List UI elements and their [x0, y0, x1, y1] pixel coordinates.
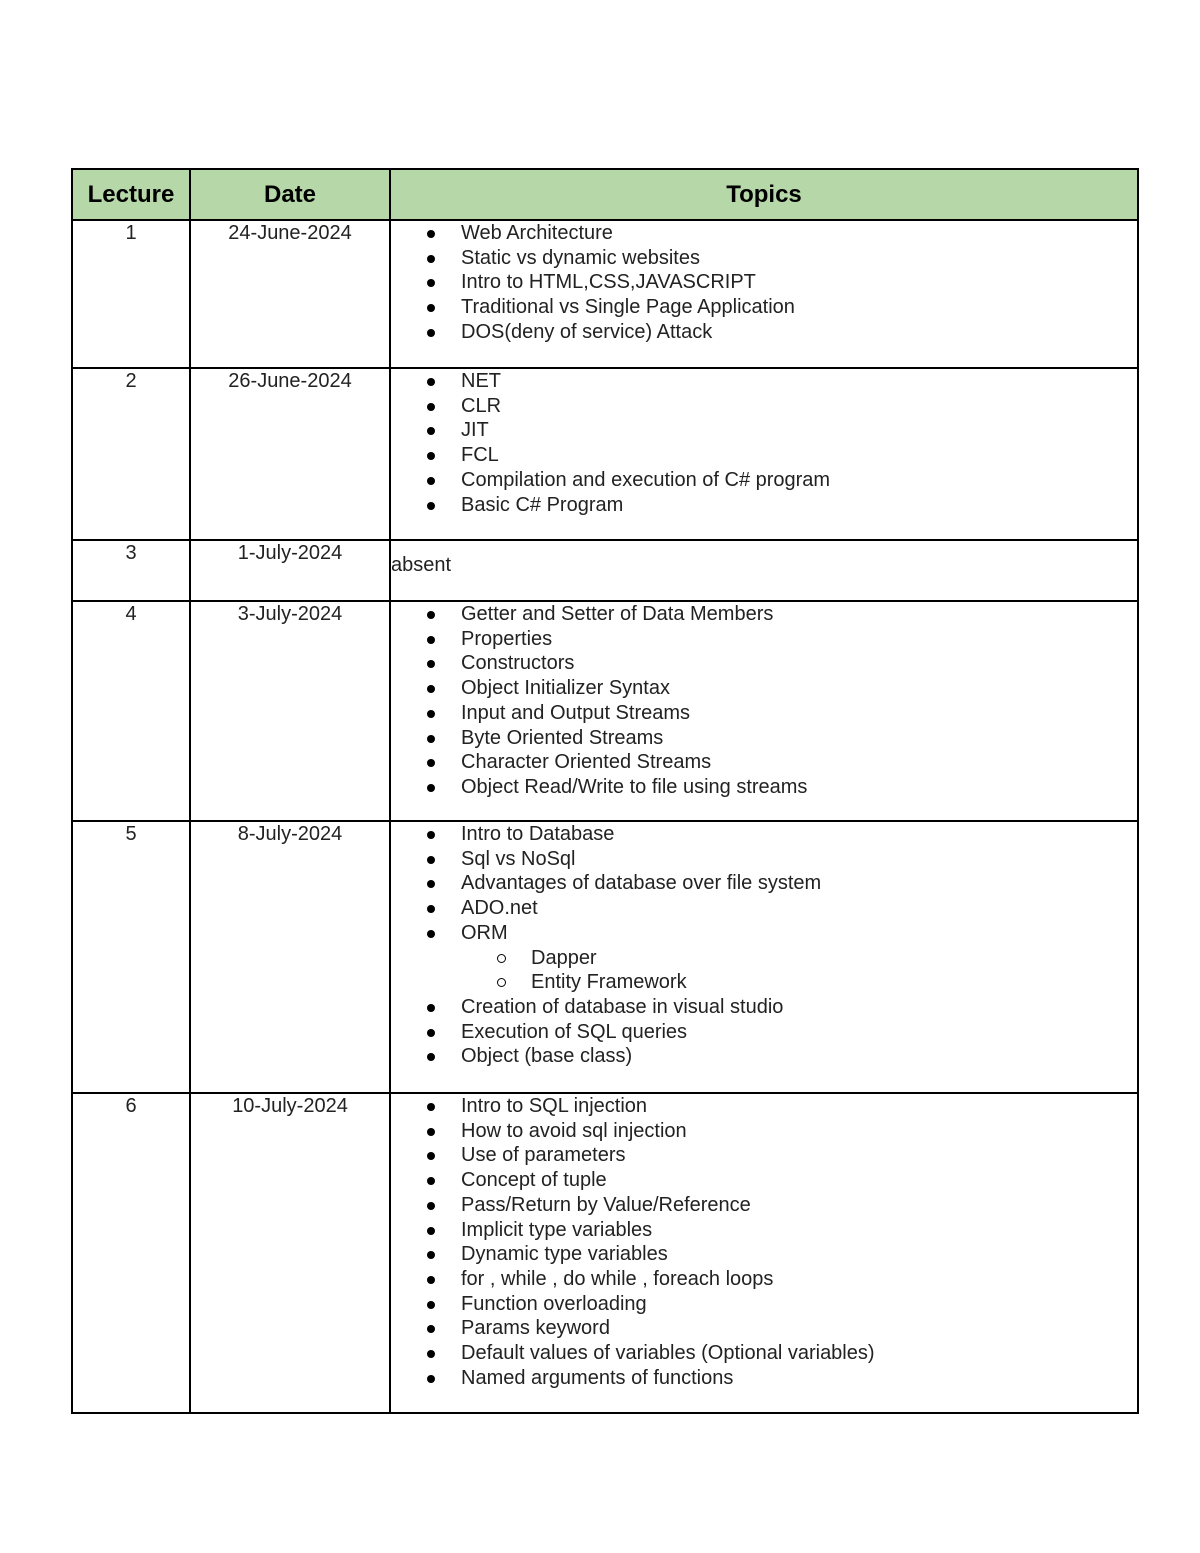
topic-item: Default values of variables (Optional variables)	[461, 1341, 1137, 1366]
topic-item: JIT	[461, 418, 1137, 443]
topic-item: Execution of SQL queries	[461, 1020, 1137, 1045]
topic-item: Named arguments of functions	[461, 1366, 1137, 1391]
topic-item: CLR	[461, 394, 1137, 419]
topic-item: Compilation and execution of C# program	[461, 468, 1137, 493]
lecture-number: 3	[72, 540, 190, 601]
topic-item: Static vs dynamic websites	[461, 246, 1137, 271]
topic-list	[391, 221, 1137, 345]
topic-item: Character Oriented Streams	[461, 750, 1137, 775]
topic-item: Concept of tuple	[461, 1168, 1137, 1193]
topic-item: Input and Output Streams	[461, 701, 1137, 726]
lecture-topics	[390, 1093, 1138, 1413]
topic-item: for , while , do while , foreach loops	[461, 1267, 1137, 1292]
topic-item: NET	[461, 369, 1137, 394]
lecture-date: 8-July-2024	[190, 821, 390, 1093]
topic-item-label: ORM	[461, 921, 508, 944]
lecture-number: 2	[72, 368, 190, 540]
topic-list	[391, 602, 1137, 800]
topic-item: Intro to Database	[461, 822, 1137, 847]
sub-topic-item: Entity Framework	[531, 970, 1137, 995]
table-row	[72, 821, 1138, 1093]
lecture-date: 3-July-2024	[190, 601, 390, 821]
table-row	[72, 1093, 1138, 1413]
lecture-date: 24-June-2024	[190, 220, 390, 368]
lecture-number: 5	[72, 821, 190, 1093]
topic-item: Use of parameters	[461, 1143, 1137, 1168]
lecture-date: 10-July-2024	[190, 1093, 390, 1413]
topic-item: Web Architecture	[461, 221, 1137, 246]
topic-list	[391, 369, 1137, 517]
topic-item: Properties	[461, 627, 1137, 652]
table-row	[72, 540, 1138, 601]
topic-item: Object Initializer Syntax	[461, 676, 1137, 701]
lecture-number: 4	[72, 601, 190, 821]
absent-note: absent	[391, 554, 452, 576]
lecture-topics	[390, 601, 1138, 821]
header-topics: Topics	[390, 169, 1138, 220]
lecture-topics	[390, 540, 1138, 601]
topic-item: Sql vs NoSql	[461, 847, 1137, 872]
lecture-date: 1-July-2024	[190, 540, 390, 601]
topic-item: Basic C# Program	[461, 493, 1137, 518]
lecture-schedule-table	[71, 168, 1139, 1414]
topic-item: DOS(deny of service) Attack	[461, 320, 1137, 345]
topic-item: Dynamic type variables	[461, 1242, 1137, 1267]
lecture-number: 1	[72, 220, 190, 368]
lecture-topics	[390, 368, 1138, 540]
topic-item: Object Read/Write to file using streams	[461, 775, 1137, 800]
topic-item: How to avoid sql injection	[461, 1119, 1137, 1144]
topic-item: Function overloading	[461, 1292, 1137, 1317]
document-page	[71, 168, 1137, 1414]
lecture-number: 6	[72, 1093, 190, 1413]
topic-item: Params keyword	[461, 1316, 1137, 1341]
table-row	[72, 220, 1138, 368]
topic-item: Creation of database in visual studio	[461, 995, 1137, 1020]
table-header-row	[72, 169, 1138, 220]
topic-item: Getter and Setter of Data Members	[461, 602, 1137, 627]
topic-item: FCL	[461, 443, 1137, 468]
topic-item: Traditional vs Single Page Application	[461, 295, 1137, 320]
topic-item: Advantages of database over file system	[461, 871, 1137, 896]
topic-item: Intro to HTML,CSS,JAVASCRIPT	[461, 270, 1137, 295]
sub-topic-list	[461, 946, 1137, 995]
topic-item: Intro to SQL injection	[461, 1094, 1137, 1119]
topic-item: Pass/Return by Value/Reference	[461, 1193, 1137, 1218]
table-row	[72, 601, 1138, 821]
topic-item: Constructors	[461, 651, 1137, 676]
topic-list	[391, 822, 1137, 1069]
topic-item: Implicit type variables	[461, 1218, 1137, 1243]
lecture-date: 26-June-2024	[190, 368, 390, 540]
lecture-topics	[390, 821, 1138, 1093]
header-lecture: Lecture	[72, 169, 190, 220]
topic-list	[391, 1094, 1137, 1390]
topic-item: Object (base class)	[461, 1044, 1137, 1069]
topic-item-orm	[461, 921, 1137, 995]
topic-item: Byte Oriented Streams	[461, 726, 1137, 751]
topic-item: ADO.net	[461, 896, 1137, 921]
lecture-topics	[390, 220, 1138, 368]
table-row	[72, 368, 1138, 540]
sub-topic-item: Dapper	[531, 946, 1137, 971]
header-date: Date	[190, 169, 390, 220]
